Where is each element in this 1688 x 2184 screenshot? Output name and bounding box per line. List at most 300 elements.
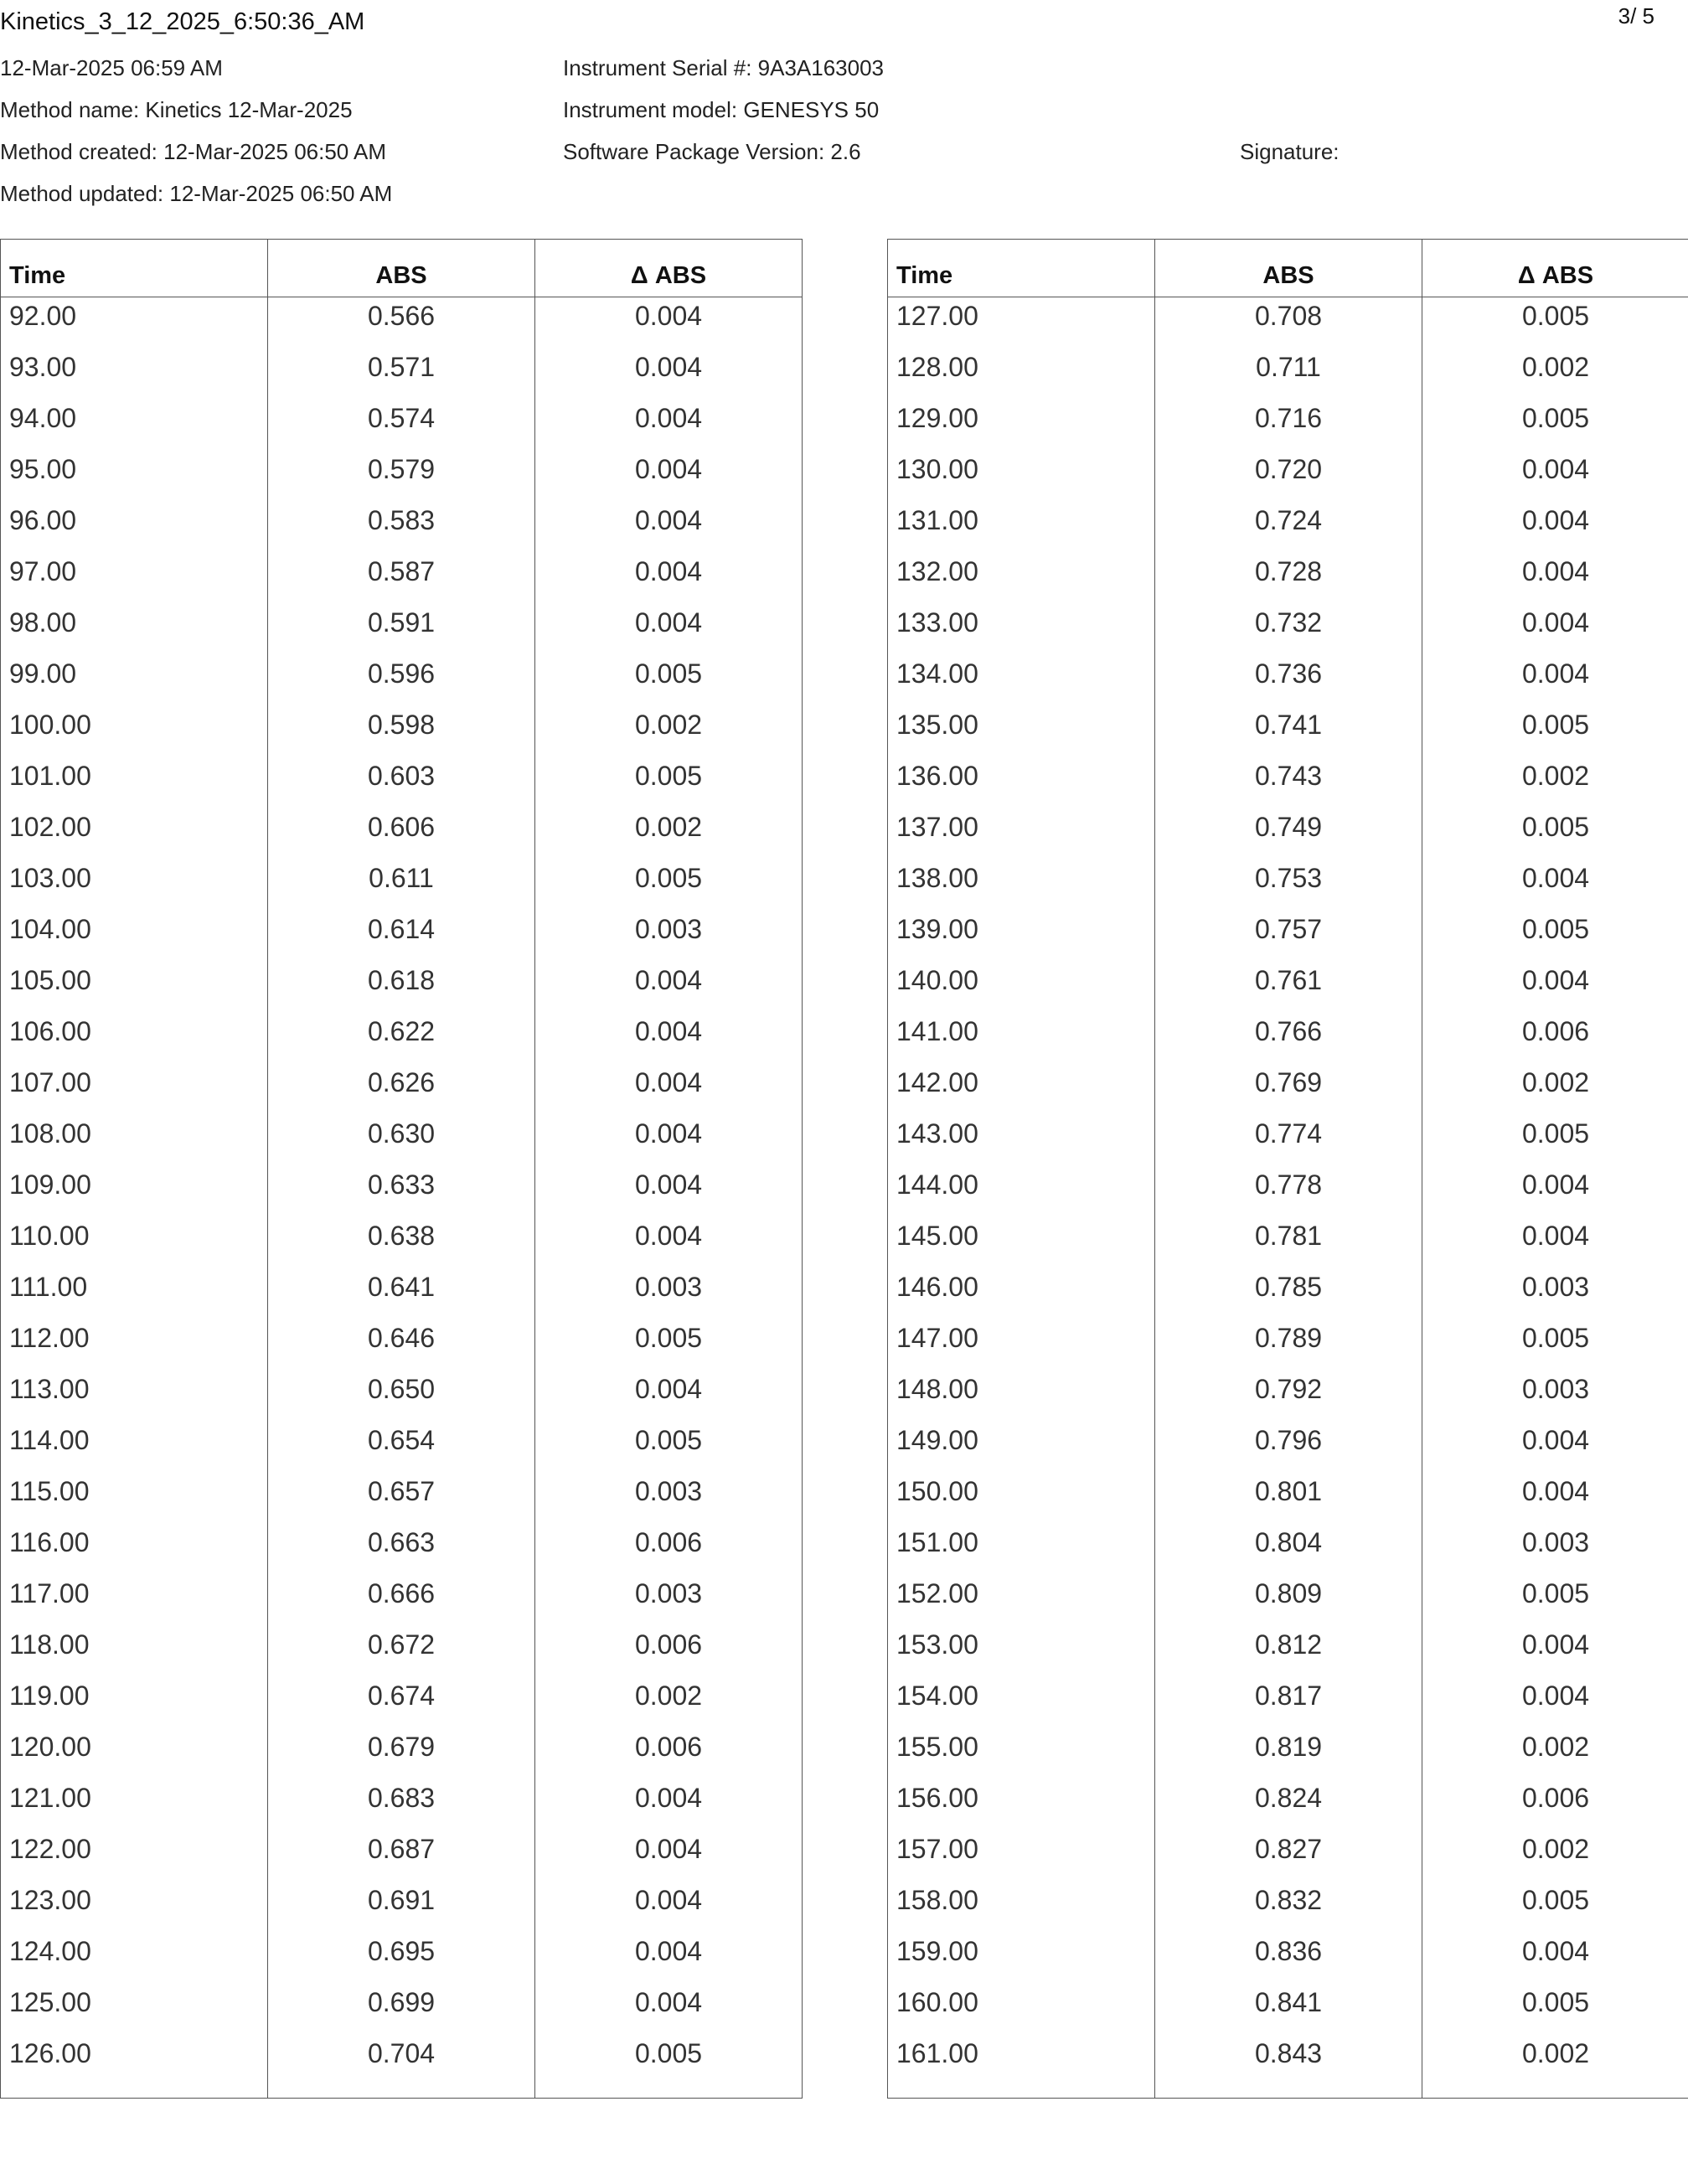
table-row [888,757,1688,808]
abs-cell: 0.708 [1155,297,1422,349]
abs-cell: 0.778 [1155,1166,1422,1217]
abs-cell: 0.630 [268,1115,535,1166]
delta-abs-cell: 0.004 [1422,1166,1688,1217]
time-cell: 100.00 [1,706,268,757]
table-row [888,349,1688,400]
table-row [1,2035,803,2099]
table-row [1,706,803,757]
delta-abs-cell: 0.002 [1422,1064,1688,1115]
abs-cell: 0.596 [268,655,535,706]
table-row [888,1115,1688,1166]
delta-abs-cell: 0.003 [535,1575,803,1626]
table-row [1,757,803,808]
time-cell: 153.00 [888,1626,1155,1677]
delta-abs-cell: 0.004 [1422,604,1688,655]
time-cell: 95.00 [1,451,268,502]
table-row [888,808,1688,860]
abs-cell: 0.804 [1155,1524,1422,1575]
table-row [888,911,1688,962]
table-row [888,1933,1688,1984]
delta-abs-cell: 0.006 [1422,1013,1688,1064]
abs-cell: 0.753 [1155,860,1422,911]
table-row [888,1422,1688,1473]
delta-abs-cell: 0.004 [535,502,803,553]
delta-abs-cell: 0.004 [535,962,803,1013]
table-row [1,1882,803,1933]
table-row [1,553,803,604]
time-cell: 121.00 [1,1779,268,1830]
table-row [888,1830,1688,1882]
table-row [888,1064,1688,1115]
table-row [888,1984,1688,2035]
abs-cell: 0.674 [268,1677,535,1728]
time-cell: 155.00 [888,1728,1155,1779]
table-row [1,1677,803,1728]
delta-abs-cell: 0.004 [535,604,803,655]
time-cell: 126.00 [1,2035,268,2099]
table-row [1,1064,803,1115]
delta-abs-cell: 0.005 [1422,297,1688,349]
table-row [888,2035,1688,2099]
delta-abs-cell: 0.006 [535,1524,803,1575]
delta-abs-cell: 0.004 [1422,553,1688,604]
table-row [888,655,1688,706]
delta-abs-cell: 0.004 [535,349,803,400]
table-row [1,604,803,655]
delta-abs-cell: 0.004 [535,297,803,349]
table-row [1,1626,803,1677]
abs-cell: 0.657 [268,1473,535,1524]
delta-abs-cell: 0.005 [535,1422,803,1473]
time-cell: 97.00 [1,553,268,604]
abs-cell: 0.626 [268,1064,535,1115]
table-row [888,1575,1688,1626]
delta-abs-cell: 0.004 [535,1779,803,1830]
table-row [1,1524,803,1575]
abs-cell: 0.711 [1155,349,1422,400]
table-row [1,1473,803,1524]
delta-abs-cell: 0.004 [1422,1677,1688,1728]
table-row [888,1728,1688,1779]
delta-abs-cell: 0.005 [535,2035,803,2099]
time-cell: 158.00 [888,1882,1155,1933]
table-row [888,1882,1688,1933]
time-cell: 160.00 [888,1984,1155,2035]
time-cell: 142.00 [888,1064,1155,1115]
time-cell: 109.00 [1,1166,268,1217]
table-row [888,1013,1688,1064]
table-row [888,1677,1688,1728]
time-cell: 105.00 [1,962,268,1013]
delta-abs-cell: 0.004 [1422,1473,1688,1524]
abs-cell: 0.781 [1155,1217,1422,1268]
table-row [1,1984,803,2035]
table-row [888,400,1688,451]
abs-cell: 0.638 [268,1217,535,1268]
delta-abs-cell: 0.005 [1422,1319,1688,1371]
time-cell: 108.00 [1,1115,268,1166]
table-row [1,297,803,349]
abs-cell: 0.579 [268,451,535,502]
time-cell: 118.00 [1,1626,268,1677]
abs-cell: 0.749 [1155,808,1422,860]
table-row [1,1575,803,1626]
delta-abs-cell: 0.004 [535,1882,803,1933]
table-header-row [1,240,803,297]
abs-cell: 0.819 [1155,1728,1422,1779]
time-cell: 149.00 [888,1422,1155,1473]
abs-cell: 0.699 [268,1984,535,2035]
time-cell: 106.00 [1,1013,268,1064]
time-cell: 134.00 [888,655,1155,706]
software-version: Software Package Version: 2.6 [563,139,861,164]
delta-abs-cell: 0.004 [535,1371,803,1422]
table-row [1,860,803,911]
abs-cell: 0.622 [268,1013,535,1064]
delta-abs-cell: 0.005 [1422,911,1688,962]
delta-abs-cell: 0.004 [535,1013,803,1064]
delta-abs-cell: 0.003 [535,1268,803,1319]
time-cell: 131.00 [888,502,1155,553]
column-header-delta-abs: Δ ABS [1422,240,1688,297]
time-cell: 141.00 [888,1013,1155,1064]
abs-cell: 0.736 [1155,655,1422,706]
delta-abs-cell: 0.003 [535,911,803,962]
table-row [888,502,1688,553]
delta-abs-cell: 0.004 [535,553,803,604]
delta-abs-cell: 0.006 [535,1728,803,1779]
delta-abs-cell: 0.002 [535,808,803,860]
table-row [1,349,803,400]
abs-cell: 0.587 [268,553,535,604]
time-cell: 154.00 [888,1677,1155,1728]
delta-abs-cell: 0.005 [535,655,803,706]
time-cell: 139.00 [888,911,1155,962]
column-header-delta-abs: Δ ABS [535,240,803,297]
delta-abs-cell: 0.006 [1422,1779,1688,1830]
abs-cell: 0.766 [1155,1013,1422,1064]
table-row [888,1217,1688,1268]
abs-cell: 0.603 [268,757,535,808]
table-row [1,911,803,962]
delta-abs-cell: 0.005 [1422,400,1688,451]
time-cell: 129.00 [888,400,1155,451]
delta-abs-cell: 0.004 [1422,1933,1688,1984]
delta-abs-cell: 0.005 [535,757,803,808]
time-cell: 119.00 [1,1677,268,1728]
delta-abs-cell: 0.004 [535,400,803,451]
data-table-right [887,239,1688,2099]
time-cell: 92.00 [1,297,268,349]
time-cell: 122.00 [1,1830,268,1882]
column-header-time: Time [888,240,1155,297]
abs-cell: 0.574 [268,400,535,451]
table-row [1,1268,803,1319]
delta-abs-cell: 0.005 [1422,1575,1688,1626]
abs-cell: 0.654 [268,1422,535,1473]
table-row [888,1268,1688,1319]
table-row [888,1473,1688,1524]
table-row [1,1013,803,1064]
table-row [888,962,1688,1013]
time-cell: 127.00 [888,297,1155,349]
abs-cell: 0.836 [1155,1933,1422,1984]
time-cell: 145.00 [888,1217,1155,1268]
table-row [888,604,1688,655]
instrument-serial: Instrument Serial #: 9A3A163003 [563,55,885,80]
abs-cell: 0.817 [1155,1677,1422,1728]
abs-cell: 0.832 [1155,1882,1422,1933]
time-cell: 132.00 [888,553,1155,604]
delta-abs-cell: 0.005 [535,1319,803,1371]
delta-abs-cell: 0.004 [1422,860,1688,911]
time-cell: 161.00 [888,2035,1155,2099]
table-row [1,808,803,860]
time-cell: 123.00 [1,1882,268,1933]
page-number: 3/ 5 [1618,3,1654,28]
table-row [888,1166,1688,1217]
column-header-abs: ABS [268,240,535,297]
table-row [888,297,1688,349]
table-row [888,1779,1688,1830]
time-cell: 144.00 [888,1166,1155,1217]
delta-abs-cell: 0.002 [1422,349,1688,400]
abs-cell: 0.614 [268,911,535,962]
table-row [1,1728,803,1779]
time-cell: 101.00 [1,757,268,808]
instrument-model: Instrument model: GENESYS 50 [563,97,880,122]
abs-cell: 0.571 [268,349,535,400]
abs-cell: 0.666 [268,1575,535,1626]
column-header-abs: ABS [1155,240,1422,297]
delta-abs-cell: 0.004 [1422,1422,1688,1473]
time-cell: 107.00 [1,1064,268,1115]
table-row [1,1933,803,1984]
abs-cell: 0.679 [268,1728,535,1779]
delta-abs-cell: 0.005 [1422,1115,1688,1166]
abs-cell: 0.841 [1155,1984,1422,2035]
delta-abs-cell: 0.005 [1422,1984,1688,2035]
delta-abs-cell: 0.004 [535,1217,803,1268]
delta-abs-cell: 0.003 [1422,1371,1688,1422]
delta-abs-cell: 0.006 [535,1626,803,1677]
time-cell: 133.00 [888,604,1155,655]
method-updated: Method updated: 12-Mar-2025 06:50 AM [0,181,393,206]
time-cell: 125.00 [1,1984,268,2035]
delta-abs-cell: 0.003 [1422,1268,1688,1319]
column-header-time: Time [1,240,268,297]
time-cell: 96.00 [1,502,268,553]
time-cell: 137.00 [888,808,1155,860]
signature-label: Signature: [1240,139,1340,164]
delta-abs-cell: 0.004 [1422,502,1688,553]
time-cell: 151.00 [888,1524,1155,1575]
time-cell: 117.00 [1,1575,268,1626]
abs-cell: 0.757 [1155,911,1422,962]
time-cell: 140.00 [888,962,1155,1013]
time-cell: 136.00 [888,757,1155,808]
abs-cell: 0.646 [268,1319,535,1371]
table-row [1,1115,803,1166]
table-row [888,451,1688,502]
report-title: Kinetics_3_12_2025_6:50:36_AM [0,8,365,35]
abs-cell: 0.663 [268,1524,535,1575]
abs-cell: 0.691 [268,1882,535,1933]
table-row [1,655,803,706]
time-cell: 128.00 [888,349,1155,400]
abs-cell: 0.606 [268,808,535,860]
table-row [1,1166,803,1217]
report-date: 12-Mar-2025 06:59 AM [0,55,223,80]
table-row [1,962,803,1013]
time-cell: 103.00 [1,860,268,911]
time-cell: 116.00 [1,1524,268,1575]
time-cell: 138.00 [888,860,1155,911]
abs-cell: 0.683 [268,1779,535,1830]
time-cell: 135.00 [888,706,1155,757]
abs-cell: 0.796 [1155,1422,1422,1473]
table-row [888,1626,1688,1677]
delta-abs-cell: 0.002 [1422,1728,1688,1779]
table-row [1,1319,803,1371]
delta-abs-cell: 0.002 [1422,2035,1688,2099]
abs-cell: 0.618 [268,962,535,1013]
time-cell: 146.00 [888,1268,1155,1319]
delta-abs-cell: 0.003 [1422,1524,1688,1575]
time-cell: 98.00 [1,604,268,655]
abs-cell: 0.591 [268,604,535,655]
table-header-row [888,240,1688,297]
table-row [1,502,803,553]
abs-cell: 0.785 [1155,1268,1422,1319]
abs-cell: 0.583 [268,502,535,553]
time-cell: 159.00 [888,1933,1155,1984]
abs-cell: 0.827 [1155,1830,1422,1882]
abs-cell: 0.743 [1155,757,1422,808]
table-row [888,1371,1688,1422]
abs-cell: 0.789 [1155,1319,1422,1371]
table-row [888,860,1688,911]
abs-cell: 0.598 [268,706,535,757]
abs-cell: 0.611 [268,860,535,911]
abs-cell: 0.695 [268,1933,535,1984]
delta-abs-cell: 0.005 [535,860,803,911]
abs-cell: 0.792 [1155,1371,1422,1422]
table-row [1,1371,803,1422]
delta-abs-cell: 0.002 [1422,1830,1688,1882]
table-row [1,1830,803,1882]
delta-abs-cell: 0.004 [535,1115,803,1166]
table-row [888,553,1688,604]
abs-cell: 0.650 [268,1371,535,1422]
time-cell: 93.00 [1,349,268,400]
table-row [1,400,803,451]
time-cell: 143.00 [888,1115,1155,1166]
time-cell: 94.00 [1,400,268,451]
table-row [1,1422,803,1473]
abs-cell: 0.769 [1155,1064,1422,1115]
method-name: Method name: Kinetics 12-Mar-2025 [0,97,353,122]
abs-cell: 0.812 [1155,1626,1422,1677]
time-cell: 102.00 [1,808,268,860]
delta-abs-cell: 0.004 [1422,1626,1688,1677]
abs-cell: 0.687 [268,1830,535,1882]
time-cell: 156.00 [888,1779,1155,1830]
time-cell: 157.00 [888,1830,1155,1882]
delta-abs-cell: 0.004 [1422,962,1688,1013]
table-row [888,706,1688,757]
abs-cell: 0.672 [268,1626,535,1677]
abs-cell: 0.843 [1155,2035,1422,2099]
delta-abs-cell: 0.003 [535,1473,803,1524]
abs-cell: 0.724 [1155,502,1422,553]
delta-abs-cell: 0.004 [535,451,803,502]
data-table-left [0,239,803,2099]
delta-abs-cell: 0.004 [1422,655,1688,706]
abs-cell: 0.720 [1155,451,1422,502]
time-cell: 120.00 [1,1728,268,1779]
time-cell: 147.00 [888,1319,1155,1371]
time-cell: 152.00 [888,1575,1155,1626]
time-cell: 99.00 [1,655,268,706]
delta-abs-cell: 0.002 [535,706,803,757]
time-cell: 104.00 [1,911,268,962]
delta-abs-cell: 0.004 [1422,451,1688,502]
time-cell: 110.00 [1,1217,268,1268]
delta-abs-cell: 0.005 [1422,706,1688,757]
abs-cell: 0.704 [268,2035,535,2099]
delta-abs-cell: 0.002 [1422,757,1688,808]
table-row [1,1779,803,1830]
abs-cell: 0.728 [1155,553,1422,604]
table-row [888,1524,1688,1575]
method-created: Method created: 12-Mar-2025 06:50 AM [0,139,387,164]
abs-cell: 0.732 [1155,604,1422,655]
time-cell: 130.00 [888,451,1155,502]
delta-abs-cell: 0.002 [535,1677,803,1728]
time-cell: 113.00 [1,1371,268,1422]
time-cell: 112.00 [1,1319,268,1371]
time-cell: 150.00 [888,1473,1155,1524]
delta-abs-cell: 0.005 [1422,808,1688,860]
time-cell: 114.00 [1,1422,268,1473]
time-cell: 115.00 [1,1473,268,1524]
abs-cell: 0.566 [268,297,535,349]
time-cell: 111.00 [1,1268,268,1319]
delta-abs-cell: 0.005 [1422,1882,1688,1933]
delta-abs-cell: 0.004 [535,1984,803,2035]
table-row [1,1217,803,1268]
delta-abs-cell: 0.004 [1422,1217,1688,1268]
abs-cell: 0.761 [1155,962,1422,1013]
delta-abs-cell: 0.004 [535,1166,803,1217]
table-row [888,1319,1688,1371]
abs-cell: 0.774 [1155,1115,1422,1166]
time-cell: 124.00 [1,1933,268,1984]
abs-cell: 0.741 [1155,706,1422,757]
delta-abs-cell: 0.004 [535,1933,803,1984]
table-row [1,451,803,502]
abs-cell: 0.716 [1155,400,1422,451]
delta-abs-cell: 0.004 [535,1064,803,1115]
abs-cell: 0.641 [268,1268,535,1319]
abs-cell: 0.633 [268,1166,535,1217]
delta-abs-cell: 0.004 [535,1830,803,1882]
abs-cell: 0.801 [1155,1473,1422,1524]
abs-cell: 0.809 [1155,1575,1422,1626]
time-cell: 148.00 [888,1371,1155,1422]
abs-cell: 0.824 [1155,1779,1422,1830]
